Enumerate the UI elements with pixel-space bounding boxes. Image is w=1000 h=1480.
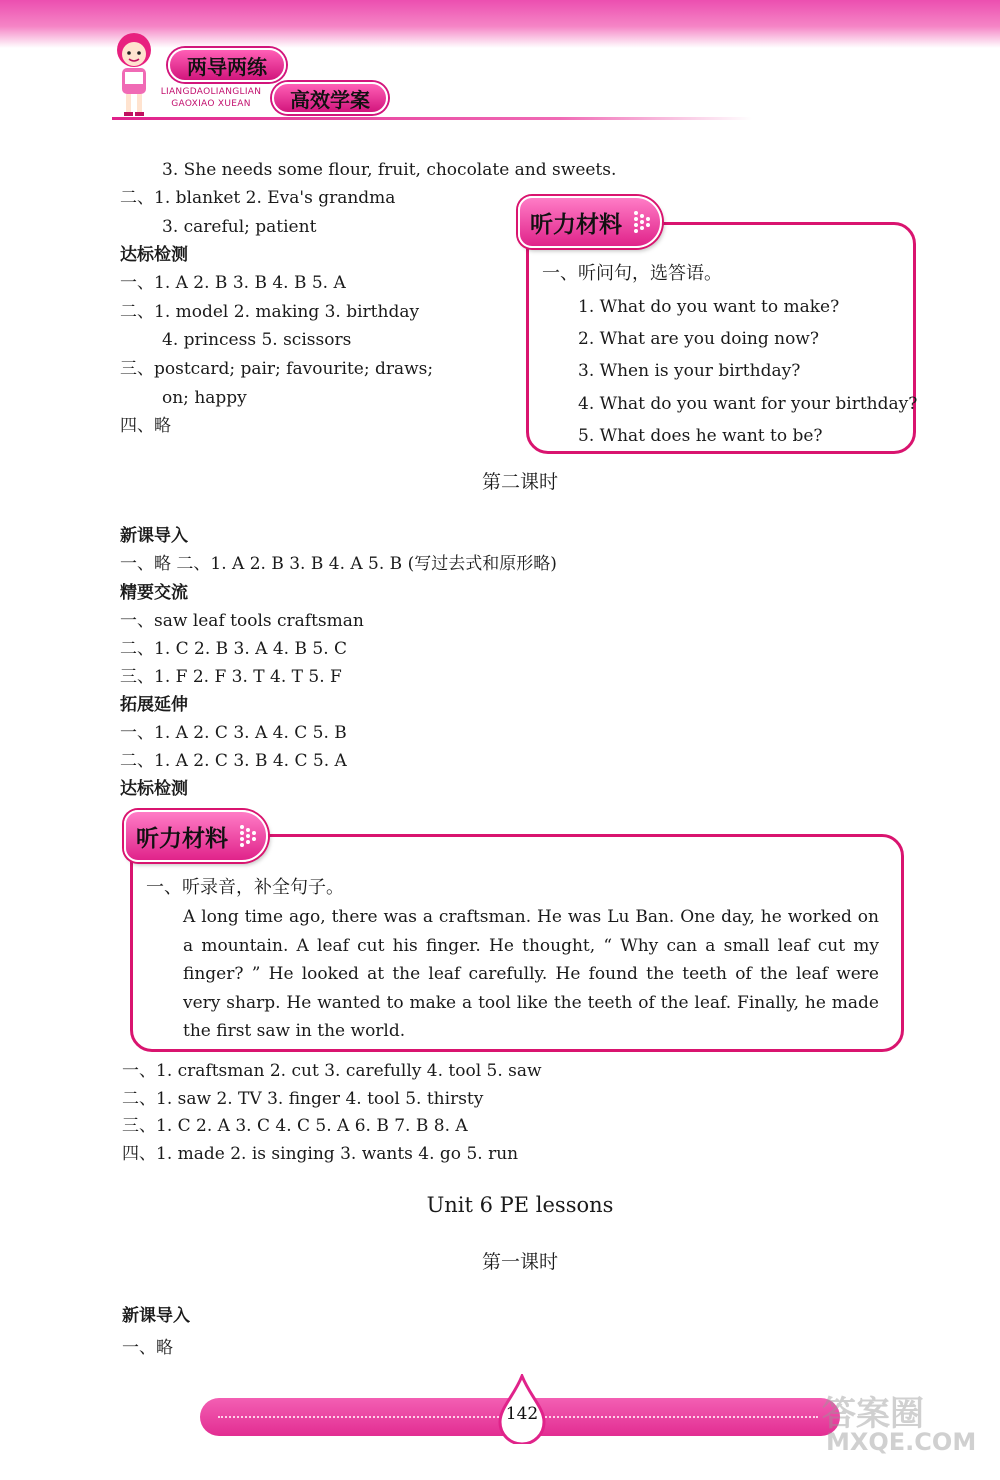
header-pinyin-line1: LIANGDAOLIANGLIAN xyxy=(160,87,262,97)
answer-line: 三、postcard; pair; favourite; draws; xyxy=(120,359,434,379)
section-heading: 新课导入 xyxy=(122,1306,190,1326)
page-number: 142 xyxy=(505,1404,539,1424)
answer-line: 二、1. model 2. making 3. birthday xyxy=(120,302,420,322)
listening-heading: 一、听问句，选答语。 xyxy=(542,263,722,284)
answer-line: 二、1. A 2. C 3. B 4. C 5. A xyxy=(120,751,347,771)
section-heading: 拓展延伸 xyxy=(120,695,188,715)
answer-line: 二、1. C 2. B 3. A 4. B 5. C xyxy=(120,639,348,659)
listening-tag-2 xyxy=(124,810,268,862)
answer-line: 4. princess 5. scissors xyxy=(162,330,352,350)
section-heading: 达标检测 xyxy=(120,245,188,265)
listening-question: 4. What do you want for your birthday? xyxy=(578,394,918,414)
listening-question: 2. What are you doing now? xyxy=(578,329,819,349)
unit-title: Unit 6 PE lessons xyxy=(426,1193,614,1217)
answer-line: 一、1. craftsman 2. cut 3. carefully 4. tool 5. saw xyxy=(122,1061,542,1081)
answer-line: 一、1. A 2. C 3. A 4. C 5. B xyxy=(120,723,347,743)
listening-passage: A long time ago, there was a craftsman. He was Lu Ban. One day, he worked on a mountain. A leaf cut his finger. He thought, “ Why can a small leaf cut my finger? ” He looked at the leaf carefully. He found the teeth of the leaf were very sharp. He wanted to make a tool like the teeth of the leaf. Finally, he made the first saw in the world. xyxy=(183,907,879,1041)
answer-line: 一、略 xyxy=(122,1338,173,1358)
header-divider xyxy=(112,117,752,120)
watermark-url: MXQE.COM xyxy=(826,1428,977,1456)
section-heading: 精要交流 xyxy=(120,583,188,603)
listening-question: 3. When is your birthday? xyxy=(578,361,801,381)
header-pinyin xyxy=(150,86,272,110)
lesson-title: 第一课时 xyxy=(481,1251,558,1273)
listening-question: 5. What does he want to be? xyxy=(578,426,823,446)
listening-tag-label: 听力材料 xyxy=(530,212,622,238)
header-pinyin-line2: GAOXIAO XUEAN xyxy=(171,99,251,109)
listening-heading: 一、听录音，补全句子。 xyxy=(146,877,344,898)
watermark-logo: 答案圈 xyxy=(822,1394,924,1434)
answer-line: 三、1. F 2. F 3. T 4. T 5. F xyxy=(120,667,342,687)
section-heading: 达标检测 xyxy=(120,779,188,799)
answer-line: 二、1. blanket 2. Eva's grandma xyxy=(120,188,396,208)
answer-line: 二、1. saw 2. TV 3. finger 4. tool 5. thirsty xyxy=(122,1089,484,1109)
listening-question: 1. What do you want to make? xyxy=(578,297,840,317)
arrow-dots-icon xyxy=(238,824,260,848)
listening-tag-label: 听力材料 xyxy=(136,826,228,852)
lesson-title: 第二课时 xyxy=(481,471,558,493)
header-title-top: 两导两练 xyxy=(168,48,286,82)
answer-line: 一、1. A 2. B 3. B 4. B 5. A xyxy=(120,273,346,293)
answer-line: 3. She needs some flour, fruit, chocolate and sweets. xyxy=(162,160,617,180)
arrow-dots-icon xyxy=(632,210,654,234)
answer-line: on; happy xyxy=(162,388,247,408)
answer-line: 一、saw leaf tools craftsman xyxy=(120,611,364,631)
section-heading: 新课导入 xyxy=(120,526,188,546)
answer-line: 三、1. C 2. A 3. C 4. C 5. A 6. B 7. B 8. A xyxy=(122,1116,468,1136)
header-title-bottom: 高效学案 xyxy=(272,82,388,114)
answer-line: 3. careful; patient xyxy=(162,217,317,237)
answer-line: 四、略 xyxy=(120,416,171,436)
answer-line: 四、1. made 2. is singing 3. wants 4. go 5. run xyxy=(122,1144,519,1164)
listening-tag-1 xyxy=(518,196,662,248)
answer-line: 一、略 二、1. A 2. B 3. B 4. A 5. B (写过去式和原形略) xyxy=(120,554,557,574)
